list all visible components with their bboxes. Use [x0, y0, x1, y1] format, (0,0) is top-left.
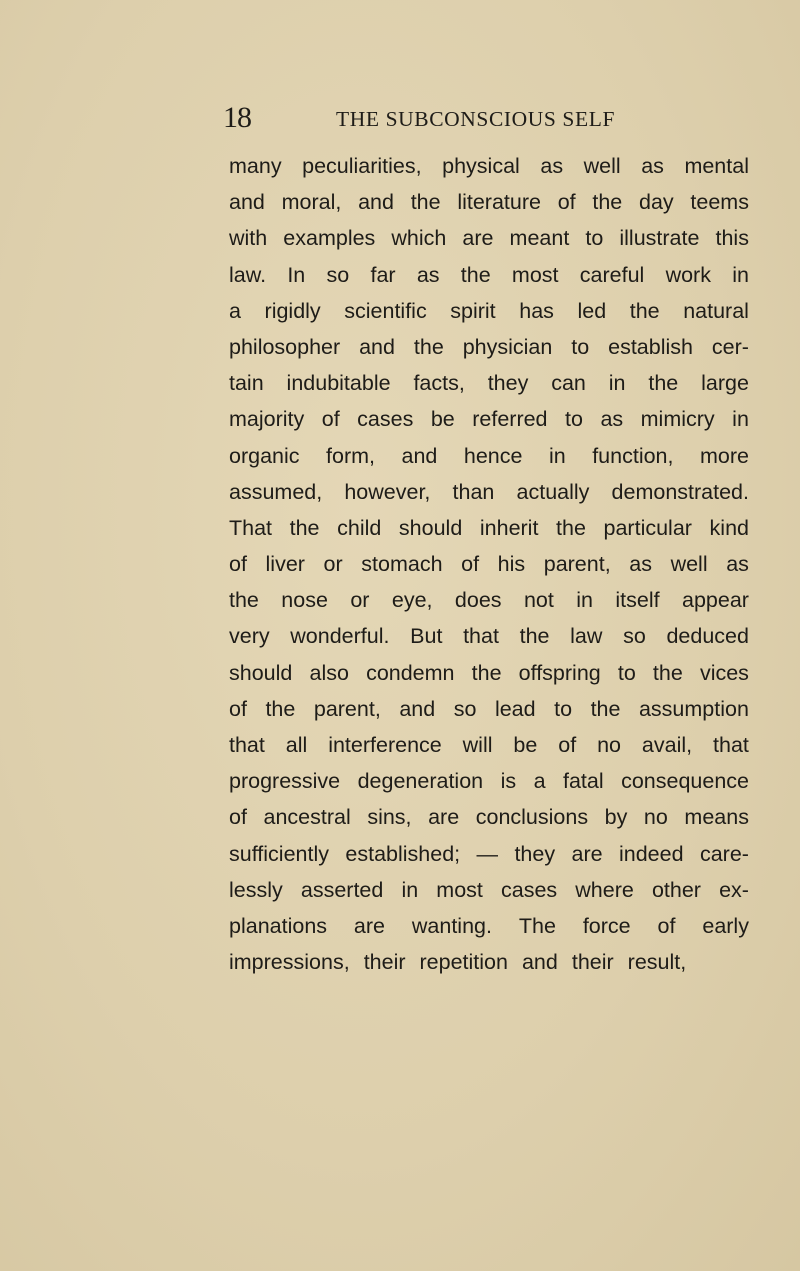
page-header	[223, 100, 743, 140]
text-line: should also condemn the offspring to the vices	[229, 660, 749, 685]
text-line: impressions, their repetition and their result,	[229, 950, 687, 975]
page-number: 18	[223, 101, 251, 134]
text-line: law. In so far as the most careful work in	[229, 262, 749, 287]
text-line: and moral, and the literature of the day teems	[229, 190, 749, 215]
text-line: progressive degeneration is a fatal consequence	[229, 769, 749, 794]
text-line: organic form, and hence in function, more	[229, 443, 749, 468]
text-line: of the parent, and so lead to the assumption	[229, 696, 749, 721]
text-line: a rigidly scientific spirit has led the natural	[229, 298, 749, 323]
text-line: of ancestral sins, are conclusions by no means	[229, 805, 749, 830]
text-line: assumed, however, than actually demonstrated.	[229, 479, 749, 504]
text-line: that all interference will be of no avail, that	[229, 733, 749, 757]
text-line: with examples which are meant to illustrate this	[229, 226, 749, 251]
text-line: many peculiarities, physical as well as mental	[229, 154, 749, 178]
text-line: tain indubitable facts, they can in the large	[229, 371, 749, 396]
body-text	[229, 148, 749, 980]
text-line: lessly asserted in most cases where other ex-	[229, 877, 749, 902]
text-line: That the child should inherit the particular kind	[229, 515, 749, 540]
text-line: philosopher and the physician to establish cer-	[229, 334, 749, 359]
text-line: very wonderful. But that the law so deduced	[229, 624, 749, 649]
text-line: the nose or eye, does not in itself appear	[229, 588, 749, 613]
text-line: of liver or stomach of his parent, as well as	[229, 552, 749, 577]
running-head: THE SUBCONSCIOUS SELF	[336, 107, 616, 131]
text-line: planations are wanting. The force of early	[229, 913, 749, 938]
text-line: majority of cases be referred to as mimicry in	[229, 407, 749, 432]
text-line: sufficiently established; — they are indeed care-	[229, 841, 749, 866]
